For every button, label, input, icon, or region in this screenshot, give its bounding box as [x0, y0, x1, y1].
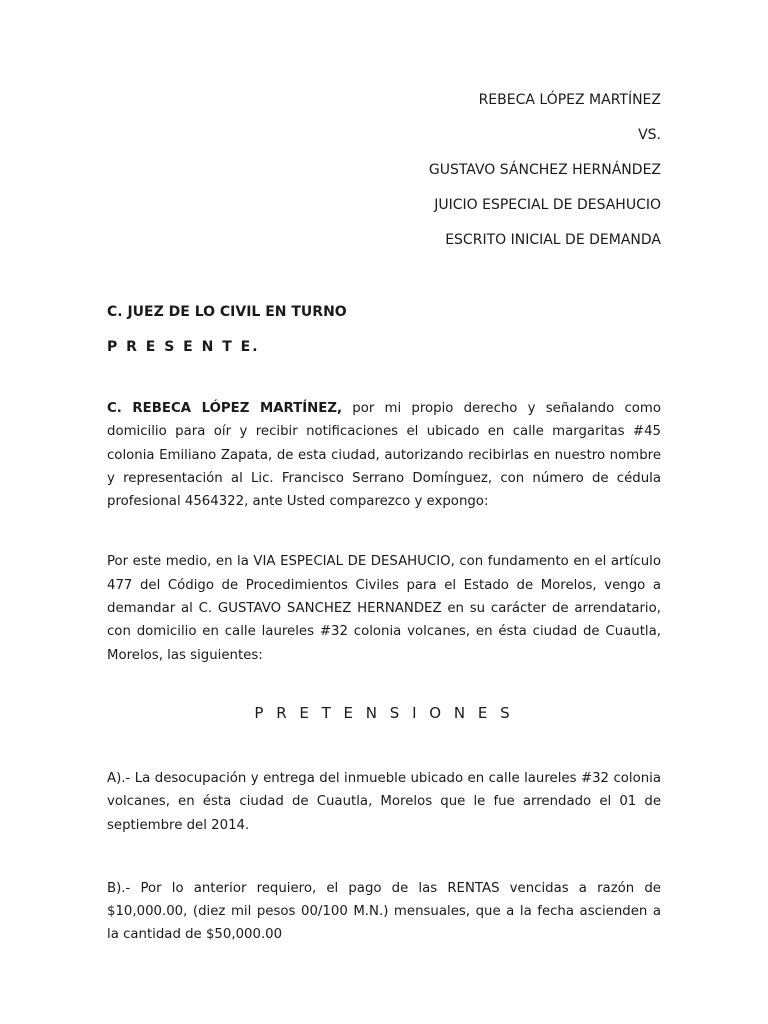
caption-plaintiff: REBECA LÓPEZ MARTÍNEZ [478, 92, 661, 108]
caption-document-type: ESCRITO INICIAL DE DEMANDA [445, 232, 661, 248]
intro-paragraph [107, 397, 661, 513]
caption-proceeding: JUICIO ESPECIAL DE DESAHUCIO [434, 197, 661, 213]
intro-text: por mi propio derecho y señalando como domicilio para oír y recibir notificaciones el ubicado en calle margaritas #45 colonia Emiliano Zapata, de esta ciudad, autorizando recibirlas en nuestro nombre y representación al Lic. Francisco Serrano Domínguez, con número de cédula profesional 4564322, ante Usted comparezco y expongo: [107, 401, 661, 510]
case-caption [107, 88, 661, 252]
caption-defendant: GUSTAVO SÁNCHEZ HERNÁNDEZ [428, 162, 661, 178]
section-title-pretensiones: P R E T E N S I O N E S [254, 703, 514, 722]
addressee-judge: C. JUEZ DE LO CIVIL EN TURNO [107, 304, 347, 320]
document-content [107, 88, 661, 947]
body-paragraph: Por este medio, en la VIA ESPECIAL DE DESAHUCIO, con fundamento en el artículo 477 del Código de Procedimientos Civiles para el Estado de Morelos, vengo a demandar al C. GUSTAVO SANCHEZ HERNANDEZ en su carácter de arrendatario, con domicilio en calle laureles #32 colonia volcanes, en ésta ciudad de Cuautla, Morelos, las siguientes: [107, 554, 661, 663]
intro-name: C. REBECA LÓPEZ MARTÍNEZ, [107, 401, 343, 416]
addressee-presente: P R E S E N T E. [107, 339, 260, 355]
claim-a: A).- La desocupación y entrega del inmueble ubicado en calle laureles #32 colonia volcanes, en ésta ciudad de Cuautla, Morelos que le fue arrendado el 01 de septiembre del 2014. [107, 770, 661, 833]
caption-versus: VS. [638, 127, 661, 143]
claim-b: B).- Por lo anterior requiero, el pago de las RENTAS vencidas a razón de $10,000.00, (diez mil pesos 00/100 M.N.) mensuales, que a la fecha ascienden a la cantidad de $50,000.00 [107, 880, 661, 943]
